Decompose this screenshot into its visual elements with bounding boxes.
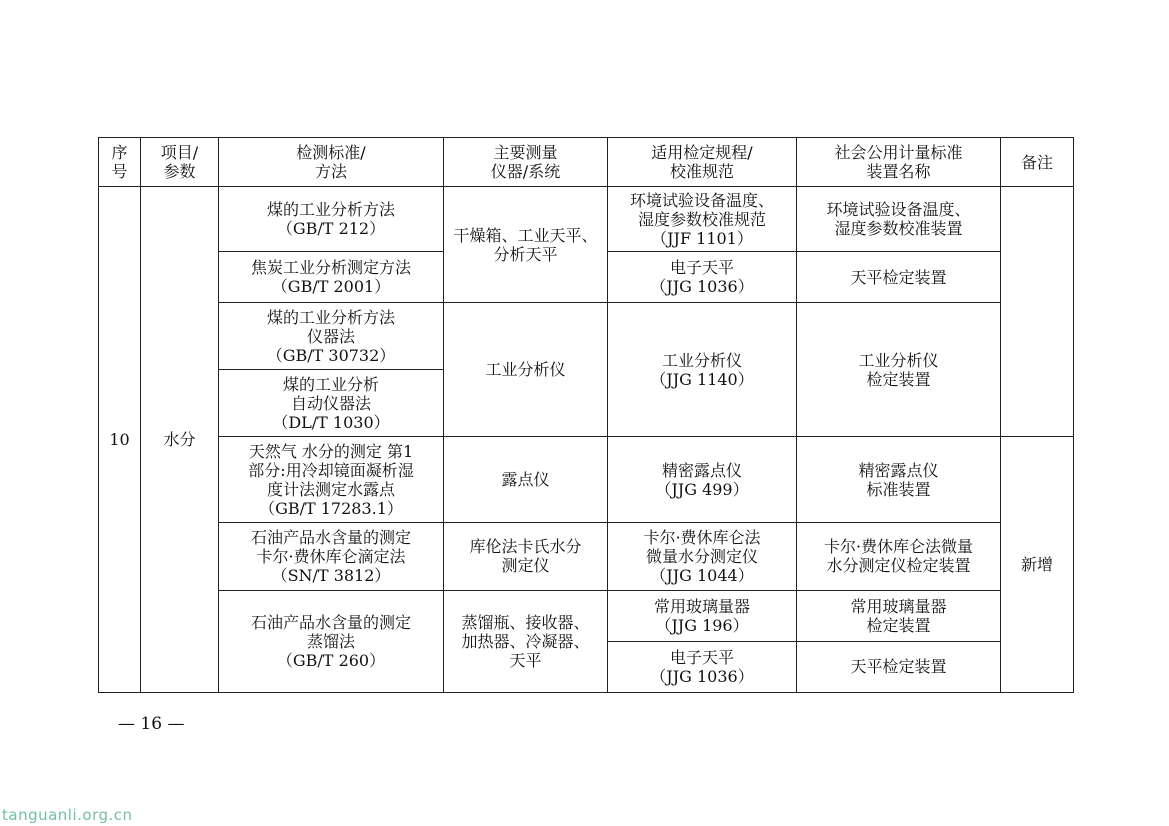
table-row: [99, 303, 1074, 370]
cell-calibration: 卡尔·费休库仑法 微量水分测定仪 （JJG 1044）: [608, 522, 797, 590]
header-serial: 序 号: [99, 138, 141, 187]
cell-instrument: 工业分析仪: [444, 303, 608, 437]
cell-calibration: 常用玻璃量器 （JJG 196）: [608, 590, 797, 641]
standards-table: [98, 137, 1074, 693]
page-number: — 16 —: [118, 714, 185, 734]
cell-calibration: 环境试验设备温度、 湿度参数校准规范 （JJF 1101）: [608, 187, 797, 252]
cell-device: 天平检定装置: [797, 252, 1001, 303]
cell-serial: 10: [99, 187, 141, 693]
table-row: [99, 187, 1074, 252]
header-item: 项目/ 参数: [141, 138, 219, 187]
cell-calibration: 电子天平 （JJG 1036）: [608, 641, 797, 692]
cell-device: 环境试验设备温度、 湿度参数校准装置: [797, 187, 1001, 252]
cell-device: 天平检定装置: [797, 641, 1001, 692]
header-device: 社会公用计量标准 装置名称: [797, 138, 1001, 187]
cell-device: 常用玻璃量器 检定装置: [797, 590, 1001, 641]
cell-device: 精密露点仪 标准装置: [797, 437, 1001, 522]
cell-standard: 焦炭工业分析测定方法 （GB/T 2001）: [219, 252, 444, 303]
cell-standard: 石油产品水含量的测定 蒸馏法 （GB/T 260）: [219, 590, 444, 692]
cell-remark-new: 新增: [1001, 437, 1074, 693]
header-standard: 检测标准/ 方法: [219, 138, 444, 187]
cell-standard: 天然气 水分的测定 第1 部分:用冷却镜面凝析湿 度计法测定水露点 （GB/T 17283.1）: [219, 437, 444, 522]
table-row: [99, 437, 1074, 522]
cell-device: 卡尔·费休库仑法微量 水分测定仪检定装置: [797, 522, 1001, 590]
table-row: [99, 590, 1074, 641]
watermark-text: tanguanli.org.cn: [2, 806, 133, 824]
cell-calibration: 精密露点仪 （JJG 499）: [608, 437, 797, 522]
cell-standard: 煤的工业分析 自动仪器法 （DL/T 1030）: [219, 370, 444, 437]
header-remark: 备注: [1001, 138, 1074, 187]
cell-instrument: 露点仪: [444, 437, 608, 522]
cell-calibration: 电子天平 （JJG 1036）: [608, 252, 797, 303]
cell-item: 水分: [141, 187, 219, 693]
table-header-row: [99, 138, 1074, 187]
cell-standard: 煤的工业分析方法 仪器法 （GB/T 30732）: [219, 303, 444, 370]
header-instrument: 主要测量 仪器/系统: [444, 138, 608, 187]
cell-device: 工业分析仪 检定装置: [797, 303, 1001, 437]
cell-standard: 煤的工业分析方法 （GB/T 212）: [219, 187, 444, 252]
cell-instrument: 干燥箱、工业天平、 分析天平: [444, 187, 608, 303]
cell-instrument: 库伦法卡氏水分 测定仪: [444, 522, 608, 590]
header-calibration: 适用检定规程/ 校准规范: [608, 138, 797, 187]
cell-standard: 石油产品水含量的测定 卡尔·费休库仑滴定法 （SN/T 3812）: [219, 522, 444, 590]
table-row: [99, 522, 1074, 590]
cell-calibration: 工业分析仪 （JJG 1140）: [608, 303, 797, 437]
cell-remark-empty: [1001, 187, 1074, 437]
cell-instrument: 蒸馏瓶、接收器、 加热器、冷凝器、 天平: [444, 590, 608, 692]
